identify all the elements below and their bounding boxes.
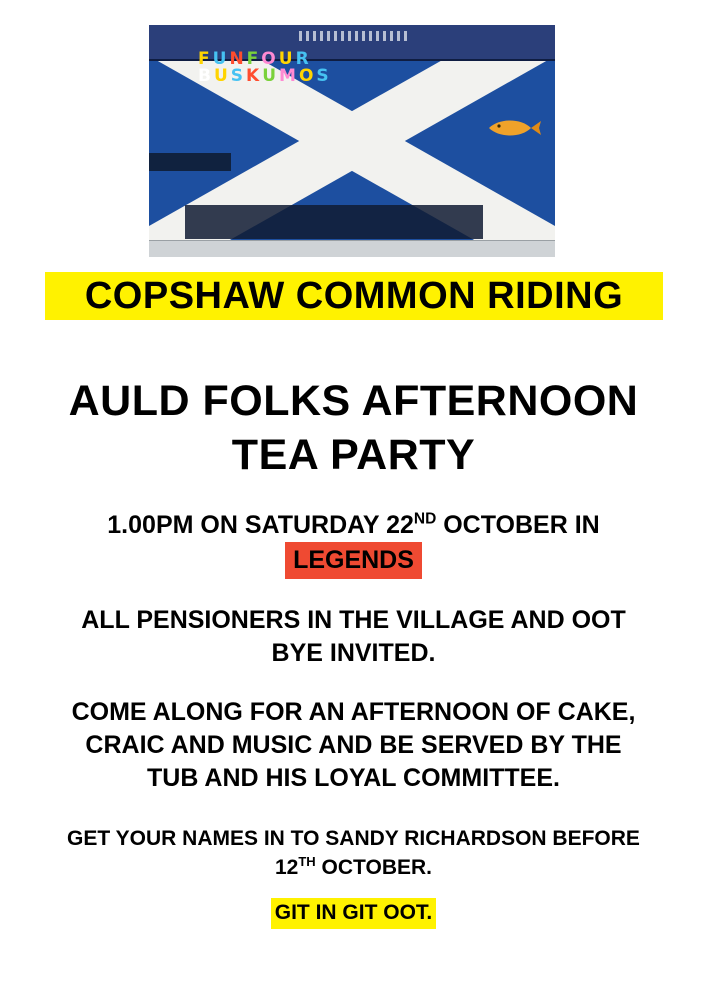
event-date-ordinal: ND bbox=[413, 510, 437, 528]
banner-lettering bbox=[197, 51, 387, 85]
banner-lettering-line-2: B U S K U M O S bbox=[198, 66, 330, 86]
flag-photo bbox=[149, 25, 555, 257]
photo-shadow-left bbox=[149, 153, 231, 171]
banner-speck-pattern bbox=[299, 31, 409, 41]
details-block bbox=[38, 696, 669, 795]
details-line-2: CRAIC AND MUSIC AND BE SERVED BY THE bbox=[85, 731, 622, 759]
invitation-line-1: ALL PENSIONERS IN THE VILLAGE AND OOT bbox=[81, 606, 626, 634]
poster-title-highlight bbox=[45, 272, 663, 320]
rsvp-line-1: GET YOUR NAMES IN TO SANDY RICHARDSON BEFORE bbox=[67, 827, 640, 850]
invitation-block bbox=[38, 604, 669, 670]
event-venue-line bbox=[38, 542, 669, 579]
rsvp-block bbox=[38, 824, 669, 882]
details-line-3: TUB AND HIS LOYAL COMMITTEE. bbox=[147, 764, 560, 792]
event-venue: LEGENDS bbox=[285, 542, 422, 579]
event-heading bbox=[0, 374, 707, 482]
photo-bottom-edge bbox=[149, 240, 555, 257]
event-heading-line-2: TEA PARTY bbox=[231, 431, 476, 479]
rsvp-date-ordinal: TH bbox=[298, 854, 316, 869]
banner-lettering-line-1: F U N F O U R bbox=[198, 49, 310, 69]
rsvp-date: 12 bbox=[274, 856, 299, 879]
invitation-line-2: BYE INVITED. bbox=[271, 639, 436, 667]
event-time-date: 1.00PM ON SATURDAY 22 bbox=[107, 511, 414, 539]
details-line-1: COME ALONG FOR AN AFTERNOON OF CAKE, bbox=[71, 698, 636, 726]
saltire-flag-graphic bbox=[149, 25, 555, 257]
closing-block bbox=[38, 898, 669, 929]
fish-decoration-icon bbox=[485, 117, 541, 139]
photo-shadow-bottom bbox=[185, 205, 483, 239]
rsvp-line-2 bbox=[38, 853, 669, 882]
event-date-suffix: OCTOBER IN bbox=[436, 511, 600, 539]
event-heading-line-1: AULD FOLKS AFTERNOON bbox=[68, 377, 639, 425]
poster-title: COPSHAW COMMON RIDING bbox=[84, 274, 624, 317]
event-datetime-line bbox=[38, 508, 669, 542]
closing-line: GIT IN GIT OOT. bbox=[271, 898, 437, 929]
event-when-block bbox=[38, 508, 669, 579]
rsvp-date-suffix: OCTOBER. bbox=[315, 856, 432, 879]
